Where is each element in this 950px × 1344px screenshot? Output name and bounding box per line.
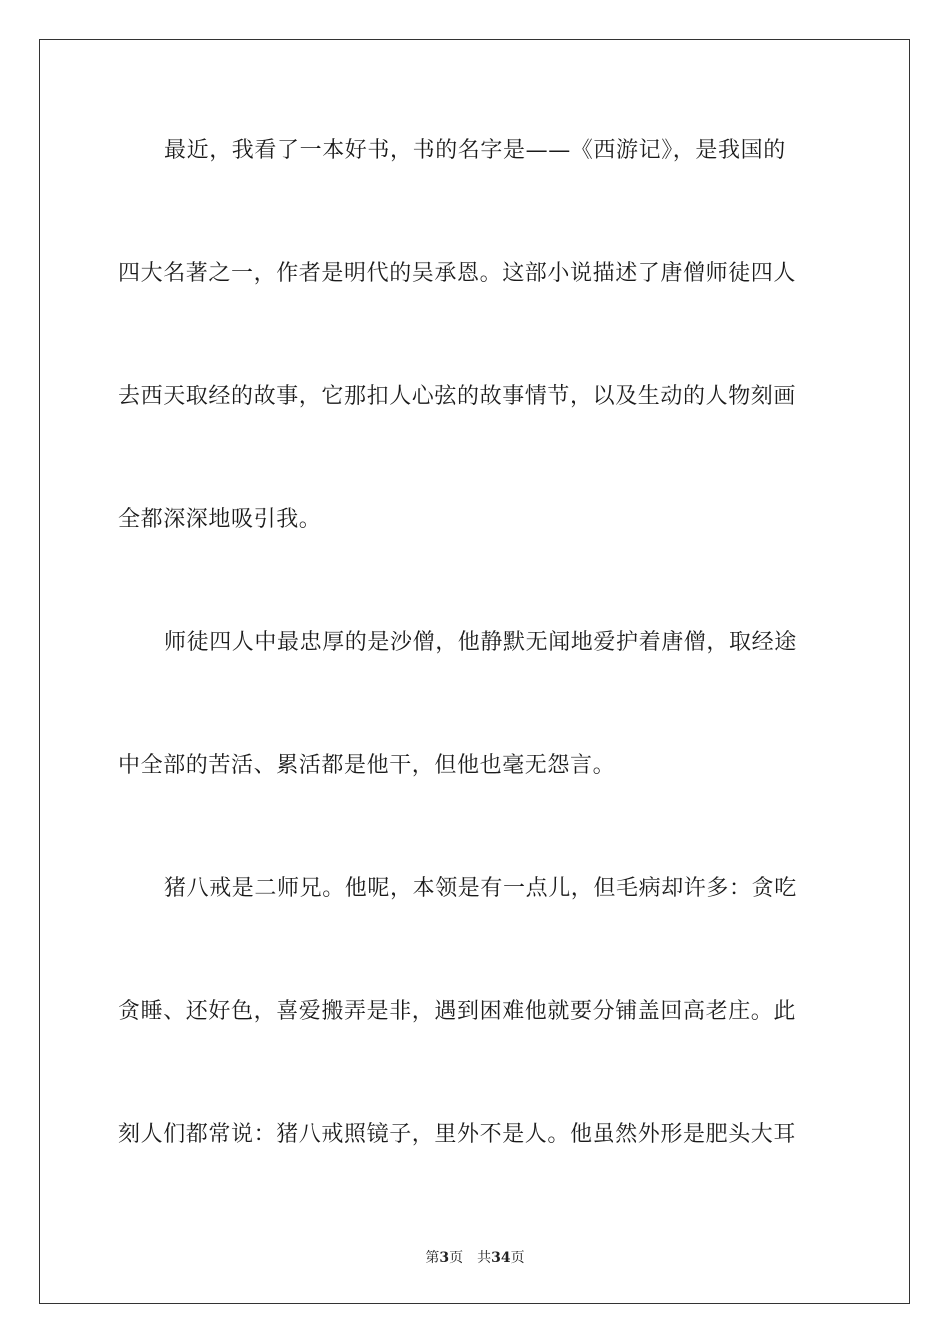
paragraph-line: 猪八戒是二师兄。他呢，本领是有一点儿，但毛病却许多：贪吃 <box>164 876 797 901</box>
paragraph-line: 最近，我看了一本好书，书的名字是——《西游记》，是我国的 <box>164 138 786 163</box>
paragraph-2 <box>118 624 832 785</box>
paragraph-1 <box>118 132 832 539</box>
paragraph-line: 全都深深地吸引我。 <box>118 507 322 532</box>
page-suffix: 页 <box>449 1250 464 1266</box>
total-pages: 34 <box>491 1250 511 1266</box>
total-suffix: 页 <box>510 1250 525 1266</box>
paragraph-line: 四大名著之一，作者是明代的吴承恩。这部小说描述了唐僧师徒四人 <box>118 261 797 286</box>
page-prefix: 第 <box>425 1250 440 1266</box>
page-number: 3 <box>439 1250 450 1266</box>
document-body <box>118 132 832 1154</box>
paragraph-line: 师徒四人中最忠厚的是沙僧，他静默无闻地爱护着唐僧，取经途 <box>164 630 797 655</box>
paragraph-line: 中全部的苦活、累活都是他干，但他也毫无怨言。 <box>118 753 616 778</box>
total-prefix: 共 <box>477 1250 492 1266</box>
paragraph-3 <box>118 870 832 1154</box>
paragraph-line: 去西天取经的故事，它那扣人心弦的故事情节，以及生动的人物刻画 <box>118 384 797 409</box>
paragraph-line: 刻人们都常说：猪八戒照镜子，里外不是人。他虽然外形是肥头大耳 <box>118 1122 797 1147</box>
paragraph-line: 贪睡、还好色，喜爱搬弄是非，遇到困难他就要分铺盖回高老庄。此 <box>118 999 797 1024</box>
page-footer <box>0 1247 950 1267</box>
